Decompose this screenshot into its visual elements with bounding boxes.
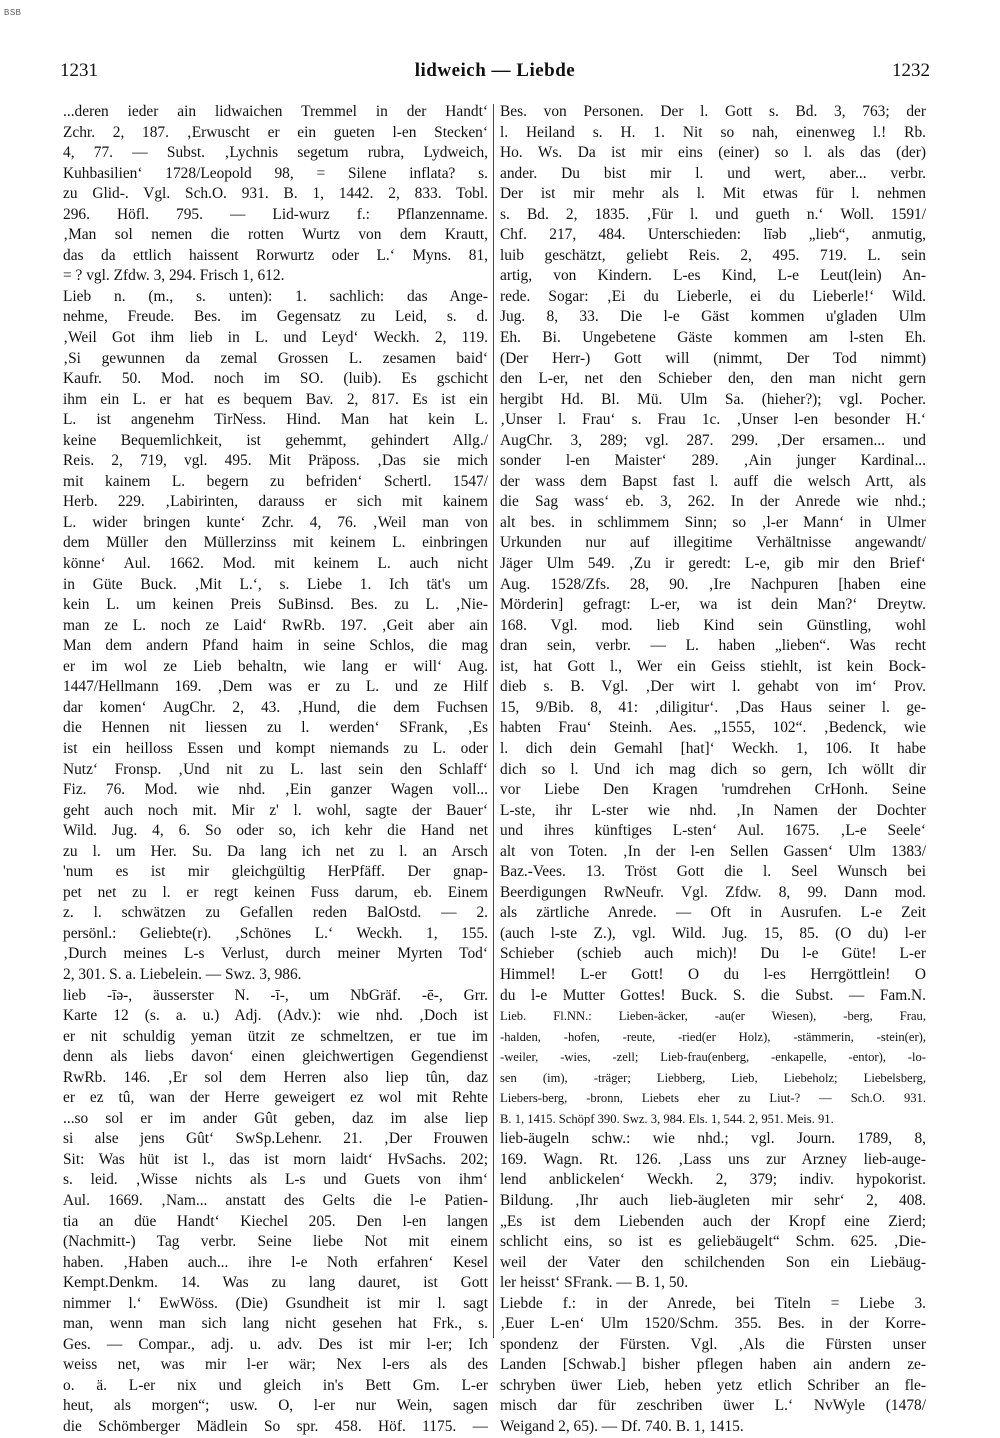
text-line: zu Glid-. Vgl. Sch.O. 931. B. 1, 1442. 2, 833. Tobl.	[63, 185, 488, 203]
text-line: ‚Weil Got ihm lieb in L. und Leyd‘ Weckh. 2, 119.	[63, 329, 488, 347]
text-line: dar komen‘ AugChr. 2, 43. ‚Hund, die dem Fuchsen	[63, 698, 488, 716]
text-line: kein L. um keinen Preis SuBinsd. Bes. zu L. ‚Nie-	[63, 596, 488, 614]
text-line: das da ettlich haissent Rorwurtz oder L.‘ Myns. 81,	[63, 246, 488, 264]
text-line: Man dem andern Pfand haim in seine Schlos, die mag	[63, 637, 488, 655]
text-line: er ez tû, wan der Herre geweigert ez wol mit Rehte	[63, 1089, 488, 1107]
text-line: s. Bd. 2, 1835. ‚Für l. und gueth n.‘ Woll. 1591/	[500, 205, 926, 223]
right-column	[500, 102, 926, 1438]
text-line: artig, von Kindern. L-es Kind, L-e Leut(lein) An-	[500, 267, 926, 285]
text-line: Schieber (schieb auch mich)! Du l-e Güte! L-er	[500, 945, 926, 963]
text-line: Landen [Schwab.] bisher pflegen haben ain andern ze-	[500, 1356, 926, 1374]
text-line: lend anblickelen‘ Weckh. 2, 379; indiv. hypokorist.	[500, 1171, 926, 1189]
text-line: (auch l-ste Z.), vgl. Wild. Jug. 15, 85. (O du) l-er	[500, 924, 926, 942]
page-number-left: 1231	[60, 60, 98, 81]
text-line: du l-e Mutter Gottes! Buck. S. die Subst. — Fam.N.	[500, 986, 926, 1004]
running-title: lidweich — Liebde	[414, 60, 576, 81]
left-column	[63, 102, 488, 1438]
text-line: 169. Wagn. Rt. 126. ‚Lass uns zur Arzney lieb-auge-	[500, 1150, 926, 1168]
text-line: rede. Sogar: ‚Ei du Lieberle, ei du Lieberle!‘ Wild.	[500, 287, 926, 305]
text-line: Chf. 217, 484. Unterschieden: līəb „lieb“, anmutig,	[500, 226, 926, 244]
text-line: Aug. 1528/Zfs. 28, 90. ‚Ire Nachpuren [haben eine	[500, 575, 926, 593]
text-line: 4, 77. — Subst. ‚Lychnis segetum rubra, Lydweich,	[63, 144, 488, 162]
text-line: hergibt Hd. Bl. Mü. Ulm Sa. (hieher?); vgl. Pocher.	[500, 390, 926, 408]
text-line: Jäger Ulm 549. ‚Zu ir geredt: L-e, gib mir den Brief‘	[500, 555, 926, 573]
text-line: ander. Du bist mir l. und wert, aber... verbr.	[500, 164, 926, 182]
text-line: Aul. 1669. ‚Nam... anstatt des Gelts die l-e Patien-	[63, 1191, 488, 1209]
text-line: in Güte Buck. ‚Mit L.‘, s. Liebe 1. Ich tät's um	[63, 575, 488, 593]
text-line: und ihres künftiges L-sten‘ Aul. 1675. ‚L-e Seele‘	[500, 822, 926, 840]
text-line: l. Heiland s. H. 1. Nit so nah, einenweg l.! Rb.	[500, 123, 926, 141]
text-line: dich so l. Und ich mag dich so gern, Ich wöllt dir	[500, 760, 926, 778]
text-line: Kuhbasilien‘ 1728/Leopold 98, = Silene inflata? s.	[63, 164, 488, 182]
text-line: L-ste, ihr L-ster wie nhd. ‚In Namen der Dochter	[500, 801, 926, 819]
text-line: die Hennen nit liessen zu l. werden‘ SFrank, ‚Es	[63, 719, 488, 737]
page-header	[60, 60, 930, 90]
text-line: zu l. um Her. Su. Da lang ich net zu l. an Arsch	[63, 842, 488, 860]
text-line: sen (im), -träger; Liebberg, Lieb, Liebeholz; Liebelsberg,	[500, 1070, 926, 1085]
text-line: 296. Höfl. 795. — Lid-wurz f.: Pflanzenname.	[63, 205, 488, 223]
text-line: = ? vgl. Zfdw. 3, 294. Frisch 1, 612.	[63, 267, 285, 285]
text-line: Kaufr. 50. Mod. noch im SO. (luib). Es gschicht	[63, 370, 488, 388]
text-line: weil der Vater den schilchenden Son ein Liebäug-	[500, 1253, 926, 1271]
text-line: Lieb. Fl.NN.: Lieben-äcker, -au(er Wiesen), -berg, Frau,	[500, 1009, 926, 1024]
text-line: er nit schuldig yeman ützit ze schmeltzen, er tue im	[63, 1027, 488, 1045]
text-line: könne‘ Aul. 1662. Mod. mit keinem L. auch nicht	[63, 555, 488, 573]
text-line: B. 1, 1415. Schöpf 390. Swz. 3, 984. Els. 1, 544. 2, 951. Meis. 91.	[500, 1111, 834, 1126]
text-line: den L-er, net den Schieber den, den man nicht gern	[500, 370, 926, 388]
text-line: ...so sol er im ander Gût geben, daz im alse liep	[63, 1109, 488, 1127]
text-line: man, wenn man sich lang nicht gesehen hat Frk., s.	[63, 1315, 488, 1333]
column-divider	[493, 104, 494, 1338]
text-line: Wild. Jug. 4, 6. So oder so, ich kehr die Hand net	[63, 822, 488, 840]
text-line: Jug. 8, 33. Die l-e Gäst kommen u'gladen Ulm	[500, 308, 926, 326]
text-line: schlicht eins, so ist es geliebäugelt“ Schm. 625. ‚Die-	[500, 1233, 926, 1251]
text-line: spondenz der Fürsten. Vgl. ‚Als die Fürsten unser	[500, 1335, 926, 1353]
text-line: si alse jens Gût‘ SwSp.Lehenr. 21. ‚Der Frouwen	[63, 1130, 488, 1148]
text-line: ist, hat Gott l., Wer ein Geiss stiehlt, ist kein Bock-	[500, 657, 926, 675]
text-line: ‚Man sol nemen die rotten Wurtz von dem Krautt,	[63, 226, 488, 244]
text-line: nehme, Freude. Bes. im Gegensatz zu Leid, s. d.	[63, 308, 488, 326]
text-line: persönl.: Geliebte(r). ‚Schönes L.‘ Weckh. 1, 155.	[63, 924, 488, 942]
text-line: Karte 12 (s. a. u.) Adj. (Adv.): wie nhd. ‚Doch ist	[63, 1007, 488, 1025]
text-line: keine Bequemlichkeit, ist gehemmt, gehindert Allg./	[63, 431, 488, 449]
text-line: 15, 9/Bib. 8, 41: ‚diligitur‘. ‚Das Haus seiner l. ge-	[500, 698, 926, 716]
text-line: die Schömberger Mädlein So spr. 458. Höf. 1175. —	[63, 1418, 488, 1435]
text-line: dem Müller den Müllerzinss mit keinem L. einbringen	[63, 534, 488, 552]
text-line: 168. Vgl. mod. lieb Kind sein Günstling, wohl	[500, 616, 926, 634]
text-line: ihm ein L. er hat es bequem Bav. 2, 817. Es ist ein	[63, 390, 488, 408]
text-line: 1447/Hellmann 169. ‚Dem was er zu L. und ze Hilf	[63, 678, 488, 696]
text-line: Bes. von Personen. Der l. Gott s. Bd. 3, 763; der	[500, 103, 926, 120]
text-line: die Sag wass‘ eb. 3, 262. In der Anrede wie nhd.;	[500, 493, 926, 511]
text-line: Fiz. 76. Mod. wie nhd. ‚Ein ganzer Wagen voll...	[63, 781, 488, 799]
text-line: 'num es ist mir gleichgültig HerPfäff. Der gnap-	[63, 863, 488, 881]
text-line: misch dar für zeschriben üwer L.‘ NvWyle (1478/	[500, 1397, 926, 1415]
text-line: Beerdigungen RwNeufr. Vgl. Zfdw. 8, 99. Dann mod.	[500, 883, 926, 901]
library-stamp: BSB	[4, 8, 22, 17]
text-line: Der ist mir mehr als l. Mit etwas für l. nehmen	[500, 185, 926, 203]
text-line: Urkunden nur auf illegitime Verhältnisse angewandt/	[500, 534, 926, 552]
page-number-right: 1232	[892, 60, 930, 81]
text-line: Zchr. 2, 187. ‚Erwuscht er ein gueten l-en Stecken‘	[63, 123, 488, 141]
text-line: Himmel! L-er Gott! O du l-es Herrgöttlein! O	[500, 965, 926, 983]
text-line: alt bes. in schlimmem Sinn; so ‚l-er Mann‘ in Ulmer	[500, 513, 926, 531]
text-line: geht auch noch mit. Mir z' l. wohl, sagte der Bauer‘	[63, 801, 488, 819]
text-line: RwRb. 146. ‚Er sol dem Herren also liep tûn, daz	[63, 1068, 488, 1086]
text-line: schryben üwer Lieb, heben yetz etlich Schriber an fle-	[500, 1376, 926, 1394]
text-line: ‚Unser l. Frau‘ s. Frau 1c. ‚Unser l-en besonder H.‘	[500, 411, 926, 429]
text-line: lieb -īə-, äusserster N. -ī-, um NbGräf. -ē-, Grr.	[63, 986, 488, 1004]
text-line: -halden, -hofen, -reute, -ried(er Holz), -stämmerin, -stein(er),	[500, 1029, 926, 1044]
text-line: lieb-äugeln schw.: wie nhd.; vgl. Journ. 1789, 8,	[500, 1130, 926, 1148]
text-line: nimmer l.‘ EwWöss. (Die) Gsundheit ist mir l. sagt	[63, 1294, 488, 1312]
text-line: z. l. schwätzen zu Gefallen reden BalOstd. — 2.	[63, 904, 488, 922]
text-line: L. ist angenehm TirNess. Hind. Man hat kein L.	[63, 411, 488, 429]
text-line: Ho. Ws. Da ist mir eins (einer) so l. als das (der)	[500, 144, 926, 162]
text-line: als zärtliche Anrede. — Oft in Ausrufen. L-e Zeit	[500, 904, 926, 922]
text-line: Nutz‘ Fronsp. ‚Und nit zu L. last sein den Schlaff‘	[63, 760, 488, 778]
text-line: weiss net, was mir l-er wär; Nex l-ers als des	[63, 1356, 488, 1374]
text-line: er im wol ze Lieb behaltn, wie lang er will‘ Aug.	[63, 657, 488, 675]
text-line: ler heisst‘ SFrank. — B. 1, 50.	[500, 1274, 689, 1292]
text-line: Eh. Bi. Ungebetene Gäste kommen am l-sten Eh.	[500, 329, 926, 347]
text-line: ist ein heilloss Essen und kompt niemands zu L. oder	[63, 739, 488, 757]
text-line: Reis. 2, 719, vgl. 495. Mit Präposs. ‚Das sie mich	[63, 452, 488, 470]
text-line: ‚Euer L-en‘ Ulm 1520/Schm. 355. Bes. in der Korre-	[500, 1315, 926, 1333]
text-line: Lieb n. (m., s. unten): 1. sachlich: das Ange-	[63, 287, 488, 305]
text-line: ‚Durch meines L-s Verlust, durch meiner Myrten Tod‘	[63, 945, 488, 963]
text-line: der wass dem Bapst fast l. auff die welsch Artt, als	[500, 472, 926, 490]
text-line: vor Liebe Den Kragen 'rumdrehen CrHonh. Seine	[500, 781, 926, 799]
text-line: Liebde f.: in der Anrede, bei Titeln = Liebe 3.	[500, 1294, 926, 1312]
text-line: dieb s. B. Vgl. ‚Der wirt l. gehabt von im‘ Prov.	[500, 678, 926, 696]
text-line: denn als liebs davon‘ einen gleichwertigen Gegendienst	[63, 1048, 488, 1066]
text-line: AugChr. 3, 289; vgl. 287. 299. ‚Der ersamen... und	[500, 431, 926, 449]
text-line: sonder l-en Maister‘ 289. ‚Ain junger Kardinal...	[500, 452, 926, 470]
text-line: s. leid. ‚Wisse nichts als L-s und Guets von ihm‘	[63, 1171, 488, 1189]
text-line: (Der Herr-) Gott will (nimmt, Der Tod nimmt)	[500, 349, 926, 367]
text-line: (Nachmitt-) Tag verbr. Seine liebe Not mit einem	[63, 1233, 488, 1251]
text-line: tia an düe Handt‘ Kiechel 205. Den l-en langen	[63, 1212, 488, 1230]
text-line: habten Frau‘ Steinh. Aes. „1555, 102“. ‚Bedenck, wie	[500, 719, 926, 737]
text-line: dran sein, verbr. — L. haben „lieben“. Was recht	[500, 637, 926, 655]
text-line: L. wider bringen kunte‘ Zchr. 4, 76. ‚Weil man von	[63, 513, 488, 531]
text-line: 2, 301. S. a. Liebelein. — Swz. 3, 986.	[63, 965, 302, 983]
text-line: ...deren ieder ain lidwaichen Tremmel in der Handt‘	[63, 103, 488, 120]
text-line: Kempt.Denkm. 14. Was zu lang dauret, ist Gott	[63, 1274, 488, 1292]
text-line: Sit: Was hüt ist l., das ist morn laidt‘ HvSachs. 202;	[63, 1150, 488, 1168]
text-line: heut, als morgen“; usw. O, l-er nur Wein, sagen	[63, 1397, 488, 1415]
text-line: pet net zu l. er regt keinen Fuss darum, eb. Einem	[63, 883, 488, 901]
text-line: man ze L. noch ze Laid‘ RwRb. 197. ‚Geit aber ain	[63, 616, 488, 634]
text-line: alt von Toten. ‚In der l-en Sellen Gassen‘ Ulm 1383/	[500, 842, 926, 860]
text-line: „Es ist dem Liebenden auch der Kropf eine Zierd;	[500, 1212, 926, 1230]
text-line: -weiler, -wies, -zell; Lieb-frau(enberg, -enkapelle, -entor), -lo-	[500, 1050, 926, 1065]
text-line: o. ä. L-er nix und gleich in's Bett Gm. L-er	[63, 1376, 488, 1394]
text-line: l. dich dein Gemahl [hat]‘ Weckh. 1, 106. It habe	[500, 739, 926, 757]
text-line: Ges. — Compar., adj. u. adv. Des ist mir l-er; Ich	[63, 1335, 488, 1353]
text-line: haben. ‚Haben auch... ihre l-e Noth erfahren‘ Kesel	[63, 1253, 488, 1271]
text-line: Baz.-Vees. 13. Tröst Gott die l. Seel Wunsch bei	[500, 863, 926, 881]
text-line: Weigand 2, 65). — Df. 740. B. 1, 1415.	[500, 1418, 744, 1435]
text-line: Herb. 229. ‚Labirinten, darauss er sich mit kainem	[63, 493, 488, 511]
text-line: mit kainem L. begern zu befriden‘ Schertl. 1547/	[63, 472, 488, 490]
text-line: ‚Si gewunnen da zemal Grossen L. zesamen baid‘	[63, 349, 488, 367]
text-line: luib geschätzt, geliebt Reis. 2, 495. 719. L. sein	[500, 246, 926, 264]
text-line: Bildung. ‚Ihr auch lieb-äugleten mir sehr‘ 2, 408.	[500, 1191, 926, 1209]
text-line: Liebers-berg, -bronn, Liebets eher zu Liut-? — Sch.O. 931.	[500, 1091, 926, 1106]
text-line: Mörderin] gefragt: L-er, wa ist dein Man?‘ Dreytw.	[500, 596, 926, 614]
